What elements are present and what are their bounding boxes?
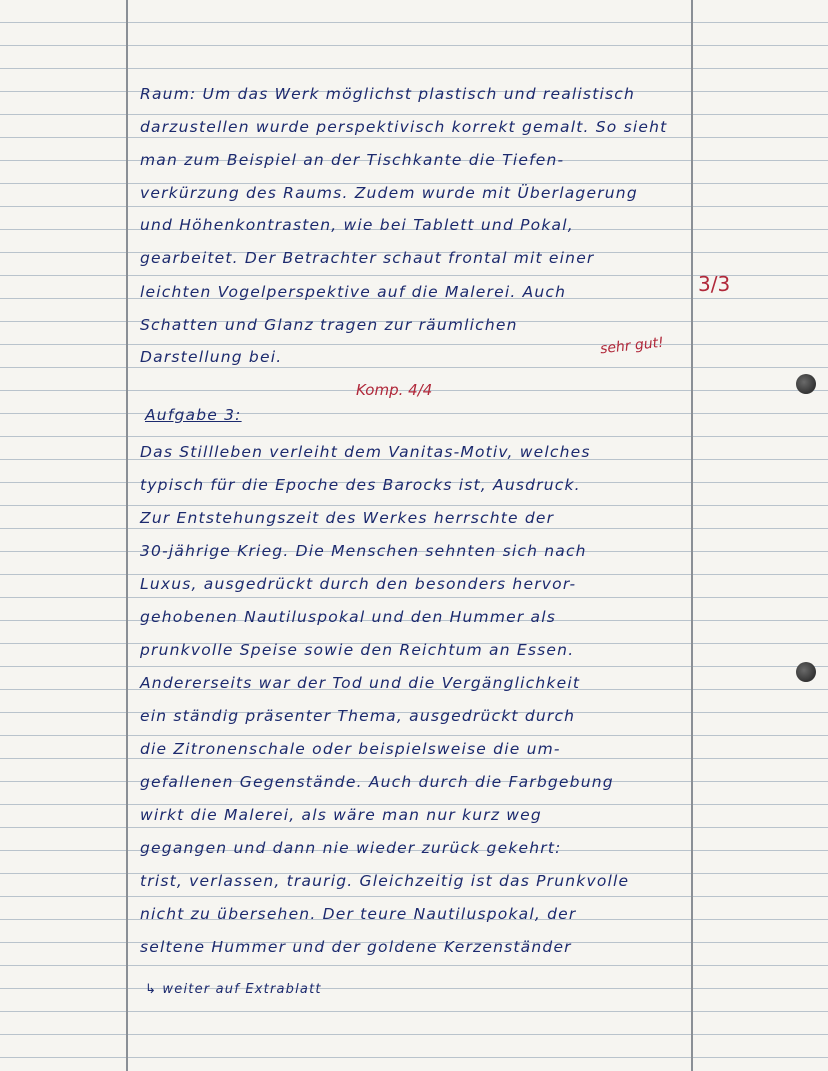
text-line: Zur Entstehungszeit des Werkes herrschte der bbox=[140, 509, 555, 527]
text-line: man zum Beispiel an der Tischkante die Tiefen- bbox=[140, 151, 565, 169]
text-line: gehobenen Nautiluspokal und den Hummer als bbox=[140, 608, 557, 626]
text-line: nicht zu übersehen. Der teure Nautiluspokal, der bbox=[140, 905, 577, 923]
score-mark: 3/3 bbox=[698, 272, 731, 296]
text-line: verkürzung des Raums. Zudem wurde mit Überlagerung bbox=[140, 184, 638, 202]
text-line: Darstellung bei. bbox=[140, 348, 283, 366]
text-line: Andererseits war der Tod und die Vergänglichkeit bbox=[140, 674, 581, 692]
text-line: darzustellen wurde perspektivisch korrekt gemalt. So sieht bbox=[140, 118, 668, 136]
margin-line-left bbox=[126, 0, 128, 1071]
text-line: Raum: Um das Werk möglichst plastisch und realistisch bbox=[140, 85, 636, 103]
margin-line-right bbox=[691, 0, 693, 1071]
text-line: Schatten und Glanz tragen zur räumlichen bbox=[140, 316, 518, 334]
text-line: ein ständig präsenter Thema, ausgedrückt durch bbox=[140, 707, 576, 725]
text-line: Das Stillleben verleiht dem Vanitas-Motiv, welches bbox=[140, 443, 591, 461]
text-line: Luxus, ausgedrückt durch den besonders hervor- bbox=[140, 575, 577, 593]
punch-hole-top bbox=[796, 374, 816, 394]
text-line: gegangen und dann nie wieder zurück gekehrt: bbox=[140, 839, 562, 857]
text-line: wirkt die Malerei, als wäre man nur kurz weg bbox=[140, 806, 542, 824]
competence-mark: Komp. 4/4 bbox=[356, 381, 433, 399]
text-line: trist, verlassen, traurig. Gleichzeitig ist das Prunkvolle bbox=[140, 872, 630, 890]
text-line: typisch für die Epoche des Barocks ist, Ausdruck. bbox=[140, 476, 581, 494]
text-line: die Zitronenschale oder beispielsweise die um- bbox=[140, 740, 561, 758]
punch-hole-bottom bbox=[796, 662, 816, 682]
text-line: 30-jährige Krieg. Die Menschen sehnten sich nach bbox=[140, 542, 587, 560]
text-line: und Höhenkontrasten, wie bei Tablett und Pokal, bbox=[140, 216, 574, 234]
text-line: prunkvolle Speise sowie den Reichtum an Essen. bbox=[140, 641, 575, 659]
teacher-comment: sehr gut! bbox=[599, 334, 665, 358]
text-line: gearbeitet. Der Betrachter schaut frontal mit einer bbox=[140, 249, 595, 267]
text-line: seltene Hummer und der goldene Kerzenständer bbox=[140, 938, 572, 956]
task-heading: Aufgabe 3: bbox=[145, 406, 242, 424]
text-line: gefallenen Gegenstände. Auch durch die Farbgebung bbox=[140, 773, 614, 791]
continuation-note: ↳ weiter auf Extrablatt bbox=[145, 982, 322, 997]
text-line: leichten Vogelperspektive auf die Malerei. Auch bbox=[140, 283, 567, 301]
